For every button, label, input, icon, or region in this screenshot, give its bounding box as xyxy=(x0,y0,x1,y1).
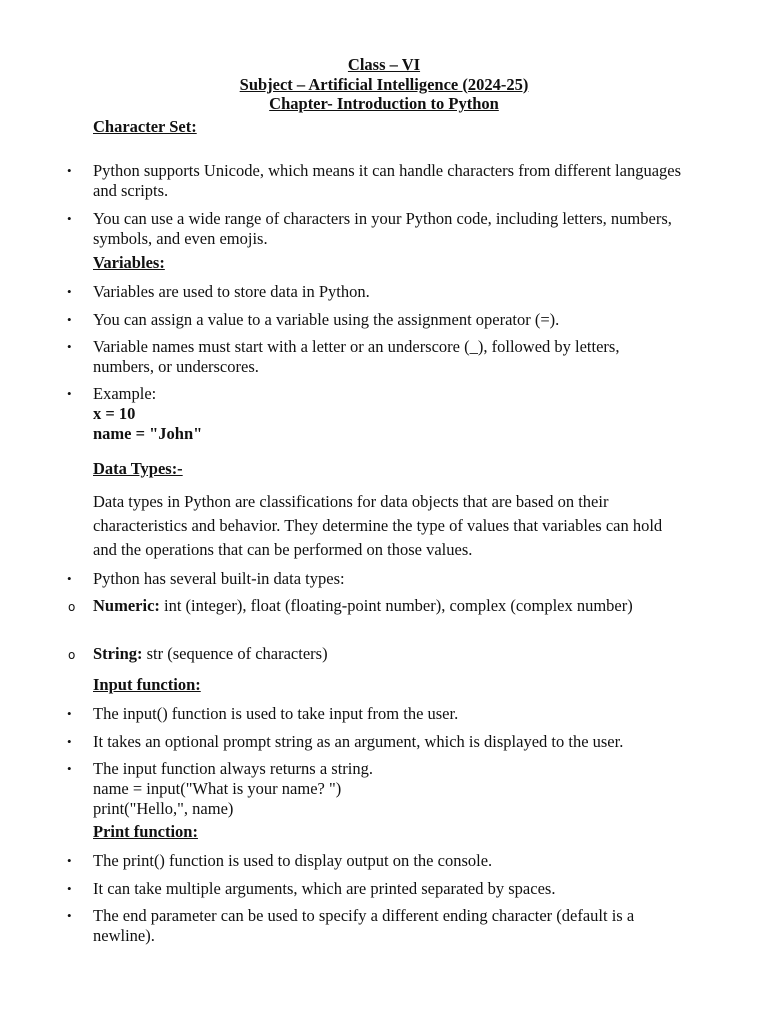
bullet-icon: • xyxy=(67,339,72,354)
example-label: Example: xyxy=(93,384,157,403)
bullet-icon: • xyxy=(67,284,72,299)
list-item-text: Python has several built-in data types: xyxy=(93,569,345,588)
bullet-icon: • xyxy=(67,571,72,586)
list-item-text: Variable names must start with a letter or an underscore (_), followed by letters, numbers, or underscores. xyxy=(93,337,620,376)
sub-list-item xyxy=(68,596,683,616)
list-item xyxy=(67,732,683,752)
sub-item-text: int (integer), float (floating-point number), complex (complex number) xyxy=(159,596,633,615)
list-item xyxy=(67,879,683,899)
circle-bullet-icon: o xyxy=(68,600,76,614)
example-code-line: x = 10 xyxy=(93,404,136,423)
bullet-icon: • xyxy=(67,386,72,401)
list-item xyxy=(67,759,683,819)
list-item-text: You can assign a value to a variable using the assignment operator (=). xyxy=(93,310,560,329)
class-title: Class – VI xyxy=(347,55,421,74)
sub-item-label: Numeric: xyxy=(93,596,160,615)
sub-list-item xyxy=(68,644,683,664)
bullet-icon: • xyxy=(67,734,72,749)
example-code-line: name = "John" xyxy=(93,424,203,443)
list-item-text: The input() function is used to take input from the user. xyxy=(93,704,459,723)
list-item xyxy=(67,337,683,377)
list-item-text: The input function always returns a string. xyxy=(93,759,373,778)
data-types-heading: Data Types:- xyxy=(93,459,183,478)
bullet-icon: • xyxy=(67,853,72,868)
input-function-heading: Input function: xyxy=(93,675,201,694)
list-item xyxy=(67,569,683,589)
list-item-text: It takes an optional prompt string as an argument, which is displayed to the user. xyxy=(93,732,624,751)
list-item-text: Python supports Unicode, which means it can handle characters from different languages and scripts. xyxy=(93,161,682,200)
character-set-heading: Character Set: xyxy=(93,117,197,136)
list-item xyxy=(67,310,683,330)
chapter-title: Chapter- Introduction to Python xyxy=(269,94,499,113)
data-types-paragraph: Data types in Python are classifications for data objects that are based on their characteristics and behavior. They determine the type of values that variables can hold and the operations that can be performed on those values. xyxy=(93,492,663,559)
sub-item-label: String: xyxy=(93,644,143,663)
sub-item-text: str (sequence of characters) xyxy=(142,644,328,663)
list-item xyxy=(67,282,683,302)
list-item-text: The end parameter can be used to specify a different ending character (default is a newline). xyxy=(93,906,635,945)
list-item-text: It can take multiple arguments, which are printed separated by spaces. xyxy=(93,879,556,898)
list-item xyxy=(67,384,683,444)
document-header xyxy=(0,55,768,114)
variables-heading: Variables: xyxy=(93,253,165,272)
list-item-text: The print() function is used to display output on the console. xyxy=(93,851,493,870)
bullet-icon: • xyxy=(67,761,72,776)
bullet-icon: • xyxy=(67,312,72,327)
list-item xyxy=(67,209,683,249)
code-line: name = input("What is your name? ") xyxy=(93,779,342,798)
list-item xyxy=(67,161,683,201)
list-item-text: Variables are used to store data in Python. xyxy=(93,282,370,301)
bullet-icon: • xyxy=(67,163,72,178)
bullet-icon: • xyxy=(67,211,72,226)
bullet-icon: • xyxy=(67,908,72,923)
code-line: print("Hello,", name) xyxy=(93,799,234,818)
circle-bullet-icon: o xyxy=(68,648,76,662)
subject-title: Subject – Artificial Intelligence (2024-25) xyxy=(239,74,529,94)
list-item-text: You can use a wide range of characters in your Python code, including letters, numbers, symbols, and even emojis. xyxy=(93,209,672,248)
bullet-icon: • xyxy=(67,881,72,896)
print-function-heading: Print function: xyxy=(93,822,198,841)
list-item xyxy=(67,704,683,724)
list-item xyxy=(67,906,683,946)
bullet-icon: • xyxy=(67,706,72,721)
list-item xyxy=(67,851,683,871)
